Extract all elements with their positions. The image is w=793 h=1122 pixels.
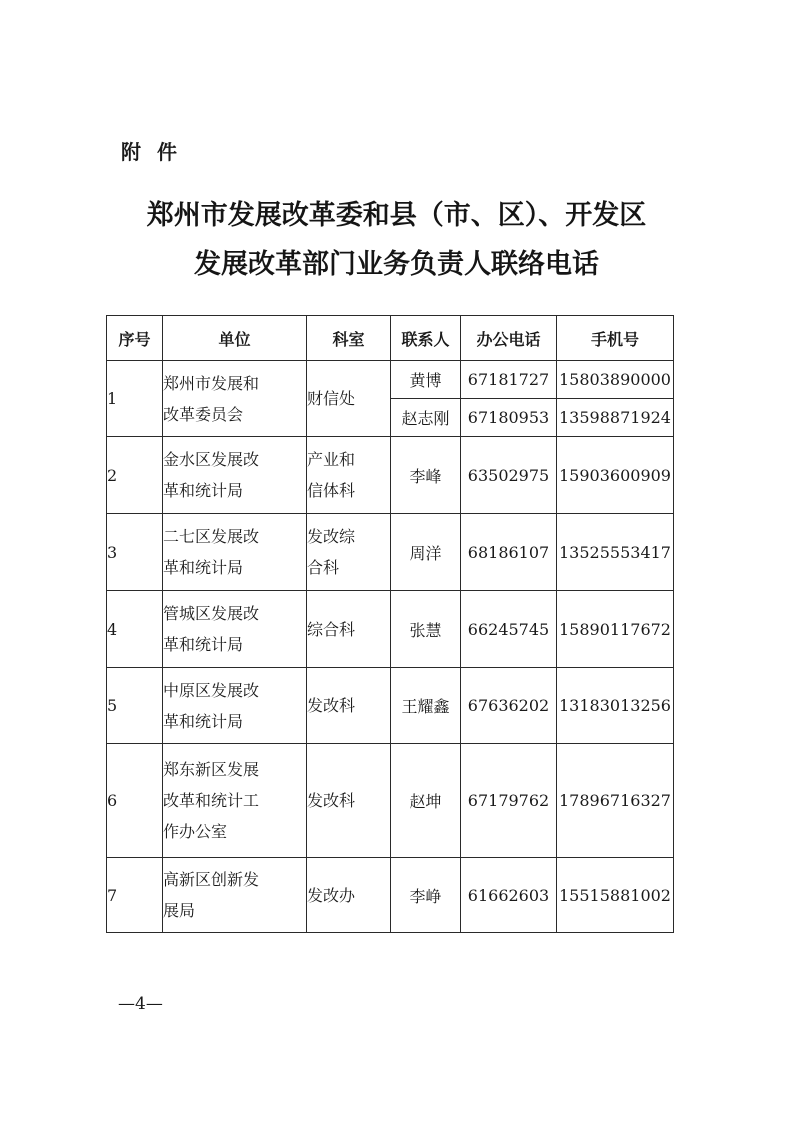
- unit-name-line: 改革和统计工: [163, 791, 260, 810]
- department: [307, 744, 391, 858]
- department: [307, 437, 391, 514]
- unit-name-line: 二七区发展改: [163, 527, 260, 546]
- office-phone: 66245745: [461, 591, 557, 668]
- department-line: 发改科: [307, 791, 356, 810]
- header-dept: 科室: [307, 316, 391, 361]
- header-office-phone: 办公电话: [461, 316, 557, 361]
- department-line: 合科: [307, 558, 340, 577]
- department: [307, 514, 391, 591]
- table-row: [107, 591, 674, 668]
- page-number: —4—: [118, 994, 163, 1014]
- office-phone: 68186107: [461, 514, 557, 591]
- table-row: [107, 361, 674, 399]
- department: [307, 858, 391, 933]
- department-line: 产业和: [307, 450, 356, 469]
- table-row: [107, 858, 674, 933]
- department-line: 发改办: [307, 885, 356, 905]
- unit-name: [163, 514, 307, 591]
- row-number: 5: [107, 668, 163, 744]
- unit-name-line: 郑东新区发展: [163, 760, 260, 779]
- unit-name: [163, 361, 307, 437]
- unit-name: [163, 437, 307, 514]
- unit-name-line: 改革委员会: [163, 404, 244, 424]
- unit-name-line: 革和统计局: [163, 635, 244, 654]
- office-phone: 63502975: [461, 437, 557, 514]
- header-mobile: 手机号: [557, 316, 674, 361]
- unit-name-line: 郑州市发展和: [163, 373, 260, 393]
- table-header-row: [107, 316, 674, 361]
- office-phone: 67181727: [461, 361, 557, 399]
- department: [307, 591, 391, 668]
- contact-person: 赵志刚: [391, 399, 461, 437]
- attachment-label: 附件: [121, 140, 193, 164]
- mobile-number: 13525553417: [557, 514, 674, 591]
- table-row: [107, 744, 674, 858]
- row-number: 4: [107, 591, 163, 668]
- header-contact: 联系人: [391, 316, 461, 361]
- mobile-number: 13183013256: [557, 668, 674, 744]
- header-unit: 单位: [163, 316, 307, 361]
- contact-person: 周洋: [391, 514, 461, 591]
- unit-name-line: 中原区发展改: [163, 680, 260, 700]
- unit-name: [163, 591, 307, 668]
- office-phone: 67636202: [461, 668, 557, 744]
- row-number: 2: [107, 437, 163, 514]
- unit-name-line: 管城区发展改: [163, 604, 260, 623]
- office-phone: 67180953: [461, 399, 557, 437]
- contact-person: 王耀鑫: [391, 668, 461, 744]
- mobile-number: 15903600909: [557, 437, 674, 514]
- row-number: 7: [107, 858, 163, 933]
- unit-name: [163, 744, 307, 858]
- header-no: 序号: [107, 316, 163, 361]
- mobile-number: 17896716327: [557, 744, 674, 858]
- unit-name-line: 革和统计局: [163, 481, 244, 500]
- table-row: [107, 668, 674, 744]
- title-line-2: 发展改革部门业务负责人联络电话: [194, 249, 599, 280]
- row-number: 6: [107, 744, 163, 858]
- unit-name-line: 金水区发展改: [163, 450, 260, 469]
- department-line: 综合科: [307, 619, 356, 639]
- mobile-number: 15803890000: [557, 361, 674, 399]
- title-line-1: 郑州市发展改革委和县（市、区）、开发区: [146, 200, 647, 231]
- contact-person: 李峰: [391, 437, 461, 514]
- mobile-number: 15515881002: [557, 858, 674, 933]
- contact-person: 赵坤: [391, 744, 461, 858]
- unit-name-line: 作办公室: [163, 822, 228, 841]
- department-line: 发改综: [307, 527, 356, 546]
- contact-person: 李峥: [391, 858, 461, 933]
- unit-name: [163, 668, 307, 744]
- mobile-number: 13598871924: [557, 399, 674, 437]
- unit-name-line: 高新区创新发: [163, 870, 260, 889]
- department-line: 发改科: [307, 696, 356, 715]
- mobile-number: 15890117672: [557, 591, 674, 668]
- table-row: [107, 514, 674, 591]
- row-number: 1: [107, 361, 163, 437]
- department-line: 信体科: [307, 481, 356, 500]
- table-row: [107, 437, 674, 514]
- office-phone: 61662603: [461, 858, 557, 933]
- unit-name-line: 革和统计局: [163, 558, 244, 577]
- unit-name-line: 革和统计局: [163, 711, 244, 731]
- department: [307, 668, 391, 744]
- unit-name-line: 展局: [163, 901, 196, 920]
- department: [307, 361, 391, 437]
- contact-person: 张慧: [391, 591, 461, 668]
- office-phone: 67179762: [461, 744, 557, 858]
- contact-person: 黄博: [391, 361, 461, 399]
- unit-name: [163, 858, 307, 933]
- contact-table: [106, 315, 674, 933]
- department-line: 财信处: [307, 389, 356, 408]
- row-number: 3: [107, 514, 163, 591]
- table-body: [107, 361, 674, 933]
